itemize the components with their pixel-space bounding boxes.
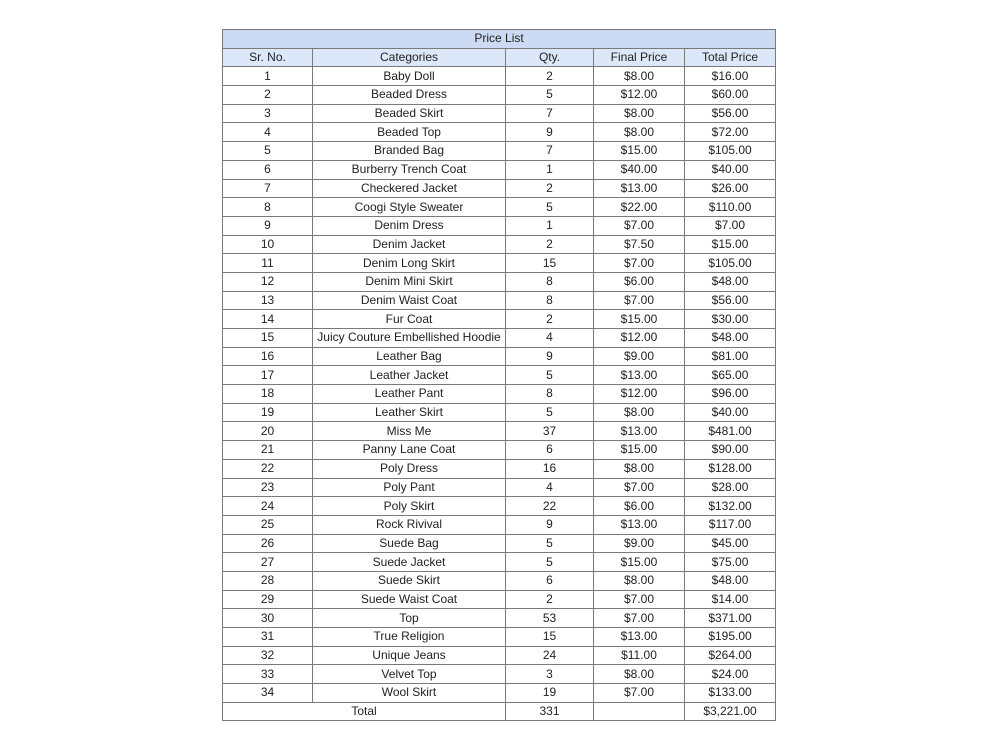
cell-sr-no: 5 [223, 142, 313, 161]
cell-category: Panny Lane Coat [313, 441, 506, 460]
cell-category: Juicy Couture Embellished Hoodie [313, 329, 506, 348]
table-row [223, 590, 776, 609]
cell-category: Rock Rivival [313, 515, 506, 534]
cell-sr-no: 25 [223, 515, 313, 534]
cell-category: Baby Doll [313, 67, 506, 86]
column-header-sr-no: Sr. No. [223, 48, 313, 67]
table-row [223, 497, 776, 516]
table-row [223, 329, 776, 348]
cell-sr-no: 18 [223, 385, 313, 404]
cell-category: Suede Bag [313, 534, 506, 553]
cell-final-price: $13.00 [594, 515, 685, 534]
cell-total-price: $96.00 [685, 385, 776, 404]
cell-category: Denim Dress [313, 216, 506, 235]
cell-final-price: $8.00 [594, 67, 685, 86]
cell-final-price: $6.00 [594, 497, 685, 516]
cell-sr-no: 15 [223, 329, 313, 348]
column-header-categories: Categories [313, 48, 506, 67]
cell-final-price: $15.00 [594, 310, 685, 329]
cell-qty: 15 [506, 254, 594, 273]
cell-sr-no: 8 [223, 198, 313, 217]
cell-qty: 15 [506, 628, 594, 647]
cell-qty: 4 [506, 329, 594, 348]
table-row [223, 422, 776, 441]
cell-qty: 1 [506, 160, 594, 179]
cell-total-price: $40.00 [685, 403, 776, 422]
cell-qty: 2 [506, 310, 594, 329]
cell-category: Fur Coat [313, 310, 506, 329]
cell-total-price: $16.00 [685, 67, 776, 86]
cell-total-price: $28.00 [685, 478, 776, 497]
cell-category: Beaded Dress [313, 86, 506, 105]
cell-final-price: $7.00 [594, 684, 685, 703]
cell-sr-no: 3 [223, 104, 313, 123]
cell-qty: 9 [506, 347, 594, 366]
cell-category: Leather Skirt [313, 403, 506, 422]
cell-category: Beaded Top [313, 123, 506, 142]
table-row [223, 310, 776, 329]
table-row [223, 104, 776, 123]
cell-category: True Religion [313, 628, 506, 647]
cell-sr-no: 27 [223, 553, 313, 572]
cell-final-price: $7.50 [594, 235, 685, 254]
cell-final-price: $9.00 [594, 347, 685, 366]
cell-final-price: $8.00 [594, 104, 685, 123]
table-row [223, 198, 776, 217]
cell-sr-no: 24 [223, 497, 313, 516]
cell-qty: 5 [506, 366, 594, 385]
table-row [223, 272, 776, 291]
cell-final-price: $7.00 [594, 291, 685, 310]
cell-total-price: $90.00 [685, 441, 776, 460]
cell-sr-no: 14 [223, 310, 313, 329]
cell-final-price: $6.00 [594, 272, 685, 291]
cell-total-price: $26.00 [685, 179, 776, 198]
cell-qty: 37 [506, 422, 594, 441]
cell-qty: 8 [506, 291, 594, 310]
cell-sr-no: 2 [223, 86, 313, 105]
cell-category: Suede Skirt [313, 571, 506, 590]
cell-category: Leather Bag [313, 347, 506, 366]
cell-sr-no: 17 [223, 366, 313, 385]
cell-sr-no: 29 [223, 590, 313, 609]
cell-total-price: $110.00 [685, 198, 776, 217]
cell-qty: 5 [506, 553, 594, 572]
title-row [223, 30, 776, 49]
cell-total-price: $371.00 [685, 609, 776, 628]
cell-total-price: $75.00 [685, 553, 776, 572]
cell-total-price: $117.00 [685, 515, 776, 534]
cell-final-price: $7.00 [594, 590, 685, 609]
cell-final-price: $13.00 [594, 179, 685, 198]
table-row [223, 179, 776, 198]
cell-sr-no: 7 [223, 179, 313, 198]
cell-sr-no: 26 [223, 534, 313, 553]
cell-qty: 1 [506, 216, 594, 235]
cell-total-price: $48.00 [685, 272, 776, 291]
cell-total-price: $133.00 [685, 684, 776, 703]
cell-final-price: $7.00 [594, 216, 685, 235]
cell-final-price: $15.00 [594, 553, 685, 572]
cell-category: Leather Pant [313, 385, 506, 404]
cell-sr-no: 21 [223, 441, 313, 460]
cell-category: Poly Dress [313, 459, 506, 478]
cell-qty: 53 [506, 609, 594, 628]
cell-category: Wool Skirt [313, 684, 506, 703]
cell-final-price: $8.00 [594, 459, 685, 478]
table-row [223, 515, 776, 534]
cell-qty: 2 [506, 590, 594, 609]
table-row [223, 441, 776, 460]
cell-category: Beaded Skirt [313, 104, 506, 123]
cell-sr-no: 32 [223, 646, 313, 665]
cell-final-price: $12.00 [594, 329, 685, 348]
cell-total-price: $72.00 [685, 123, 776, 142]
cell-sr-no: 13 [223, 291, 313, 310]
table-row [223, 684, 776, 703]
cell-category: Coogi Style Sweater [313, 198, 506, 217]
cell-total-price: $128.00 [685, 459, 776, 478]
table-row [223, 235, 776, 254]
cell-final-price: $8.00 [594, 123, 685, 142]
cell-sr-no: 19 [223, 403, 313, 422]
cell-category: Denim Jacket [313, 235, 506, 254]
cell-qty: 19 [506, 684, 594, 703]
cell-sr-no: 20 [223, 422, 313, 441]
cell-final-price: $7.00 [594, 254, 685, 273]
table-row [223, 216, 776, 235]
cell-sr-no: 9 [223, 216, 313, 235]
total-qty: 331 [506, 702, 594, 721]
cell-qty: 4 [506, 478, 594, 497]
cell-final-price: $7.00 [594, 609, 685, 628]
cell-total-price: $105.00 [685, 254, 776, 273]
table-row [223, 628, 776, 647]
cell-category: Denim Waist Coat [313, 291, 506, 310]
cell-qty: 8 [506, 385, 594, 404]
cell-sr-no: 23 [223, 478, 313, 497]
table-title: Price List [223, 30, 776, 49]
table-row [223, 571, 776, 590]
cell-total-price: $48.00 [685, 329, 776, 348]
cell-total-price: $105.00 [685, 142, 776, 161]
cell-total-price: $56.00 [685, 291, 776, 310]
table-row [223, 646, 776, 665]
cell-total-price: $14.00 [685, 590, 776, 609]
cell-final-price: $40.00 [594, 160, 685, 179]
cell-total-price: $481.00 [685, 422, 776, 441]
cell-category: Poly Skirt [313, 497, 506, 516]
table-row [223, 534, 776, 553]
cell-qty: 2 [506, 235, 594, 254]
cell-final-price: $7.00 [594, 478, 685, 497]
cell-qty: 5 [506, 534, 594, 553]
total-final-price [594, 702, 685, 721]
cell-qty: 5 [506, 403, 594, 422]
cell-total-price: $65.00 [685, 366, 776, 385]
cell-total-price: $30.00 [685, 310, 776, 329]
cell-sr-no: 34 [223, 684, 313, 703]
table-row [223, 347, 776, 366]
column-header-total-price: Total Price [685, 48, 776, 67]
cell-total-price: $24.00 [685, 665, 776, 684]
cell-category: Denim Long Skirt [313, 254, 506, 273]
cell-sr-no: 10 [223, 235, 313, 254]
table-body [223, 67, 776, 702]
cell-qty: 22 [506, 497, 594, 516]
cell-qty: 24 [506, 646, 594, 665]
cell-qty: 6 [506, 441, 594, 460]
cell-qty: 3 [506, 665, 594, 684]
table-row [223, 160, 776, 179]
table-row [223, 123, 776, 142]
cell-final-price: $13.00 [594, 366, 685, 385]
cell-total-price: $56.00 [685, 104, 776, 123]
price-list-table [222, 29, 776, 721]
cell-total-price: $195.00 [685, 628, 776, 647]
cell-category: Top [313, 609, 506, 628]
cell-sr-no: 16 [223, 347, 313, 366]
cell-final-price: $22.00 [594, 198, 685, 217]
cell-category: Branded Bag [313, 142, 506, 161]
cell-total-price: $7.00 [685, 216, 776, 235]
cell-final-price: $13.00 [594, 422, 685, 441]
table-row [223, 478, 776, 497]
table-row [223, 459, 776, 478]
cell-final-price: $8.00 [594, 571, 685, 590]
cell-qty: 5 [506, 198, 594, 217]
cell-total-price: $264.00 [685, 646, 776, 665]
cell-category: Leather Jacket [313, 366, 506, 385]
column-header-final-price: Final Price [594, 48, 685, 67]
cell-category: Miss Me [313, 422, 506, 441]
cell-category: Checkered Jacket [313, 179, 506, 198]
table-row [223, 609, 776, 628]
cell-sr-no: 33 [223, 665, 313, 684]
cell-qty: 7 [506, 142, 594, 161]
cell-final-price: $8.00 [594, 665, 685, 684]
total-total-price: $3,221.00 [685, 702, 776, 721]
cell-category: Burberry Trench Coat [313, 160, 506, 179]
cell-final-price: $11.00 [594, 646, 685, 665]
cell-final-price: $12.00 [594, 385, 685, 404]
column-header-qty: Qty. [506, 48, 594, 67]
cell-total-price: $45.00 [685, 534, 776, 553]
cell-category: Suede Jacket [313, 553, 506, 572]
cell-sr-no: 4 [223, 123, 313, 142]
cell-qty: 9 [506, 123, 594, 142]
cell-qty: 7 [506, 104, 594, 123]
header-row [223, 48, 776, 67]
table-row [223, 665, 776, 684]
cell-sr-no: 22 [223, 459, 313, 478]
cell-final-price: $15.00 [594, 142, 685, 161]
table-row [223, 86, 776, 105]
cell-qty: 8 [506, 272, 594, 291]
cell-sr-no: 31 [223, 628, 313, 647]
table-row [223, 553, 776, 572]
cell-total-price: $81.00 [685, 347, 776, 366]
table-row [223, 385, 776, 404]
cell-qty: 6 [506, 571, 594, 590]
cell-final-price: $12.00 [594, 86, 685, 105]
table-row [223, 67, 776, 86]
table-row [223, 142, 776, 161]
cell-qty: 16 [506, 459, 594, 478]
cell-final-price: $9.00 [594, 534, 685, 553]
cell-sr-no: 11 [223, 254, 313, 273]
cell-total-price: $40.00 [685, 160, 776, 179]
total-row [223, 702, 776, 721]
cell-category: Denim Mini Skirt [313, 272, 506, 291]
cell-total-price: $60.00 [685, 86, 776, 105]
cell-total-price: $48.00 [685, 571, 776, 590]
cell-final-price: $15.00 [594, 441, 685, 460]
cell-sr-no: 12 [223, 272, 313, 291]
cell-total-price: $132.00 [685, 497, 776, 516]
cell-category: Velvet Top [313, 665, 506, 684]
cell-sr-no: 6 [223, 160, 313, 179]
cell-total-price: $15.00 [685, 235, 776, 254]
cell-category: Poly Pant [313, 478, 506, 497]
cell-qty: 5 [506, 86, 594, 105]
cell-sr-no: 30 [223, 609, 313, 628]
cell-sr-no: 28 [223, 571, 313, 590]
table-row [223, 366, 776, 385]
table-row [223, 254, 776, 273]
table-row [223, 291, 776, 310]
cell-qty: 2 [506, 67, 594, 86]
cell-final-price: $8.00 [594, 403, 685, 422]
cell-qty: 2 [506, 179, 594, 198]
table-row [223, 403, 776, 422]
cell-category: Suede Waist Coat [313, 590, 506, 609]
cell-sr-no: 1 [223, 67, 313, 86]
total-label: Total [223, 702, 506, 721]
cell-qty: 9 [506, 515, 594, 534]
cell-category: Unique Jeans [313, 646, 506, 665]
cell-final-price: $13.00 [594, 628, 685, 647]
